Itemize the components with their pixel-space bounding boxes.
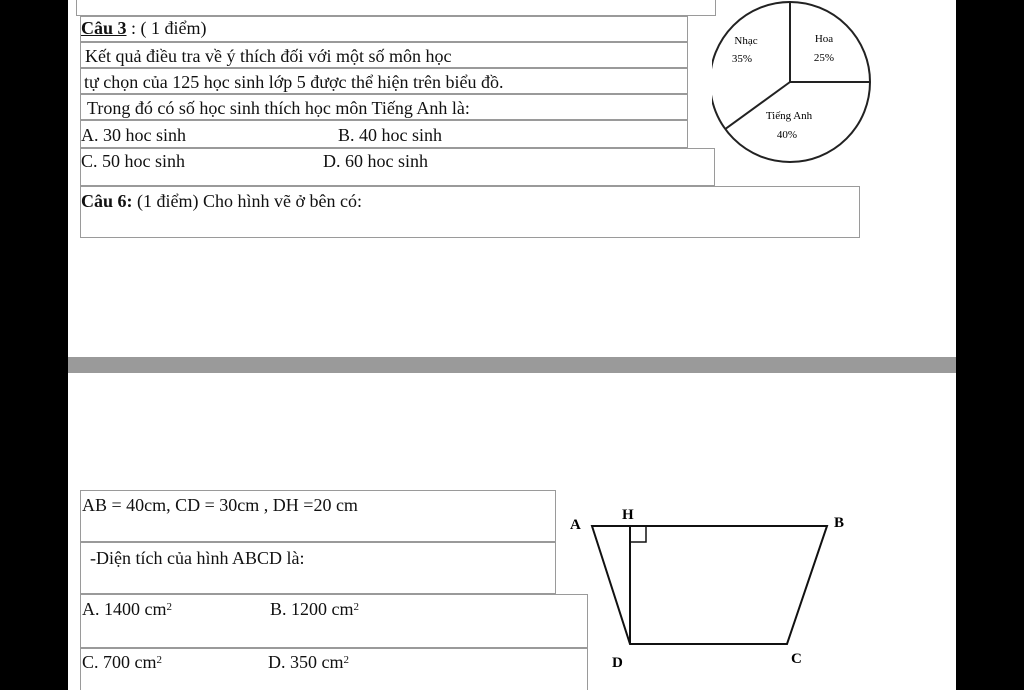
label-a: A [570, 517, 581, 533]
label-c: C [791, 651, 802, 667]
label-b: B [834, 515, 845, 531]
top-frame [76, 0, 716, 16]
trapezoid-figure [562, 499, 862, 674]
q6-prompt: -Diện tích của hình ABCD là: [90, 548, 305, 568]
page-1 [68, 0, 956, 357]
q6-option-d: D. 350 $cm^2$ [268, 652, 349, 672]
page-2 [68, 373, 956, 690]
page-separator [68, 357, 956, 373]
q3-heading: Câu 3 : ( 1 điểm) [81, 18, 207, 38]
q6-heading: Câu 6: (1 điểm) Cho hình vẽ ở bên có: [81, 191, 362, 211]
q3-option-d: D. 60 hoc sinh [323, 151, 428, 171]
label-h: H [622, 507, 634, 523]
trapezoid-abcd [592, 526, 827, 644]
label-d: D [612, 655, 623, 671]
pie-slice-name: Hoa [814, 33, 834, 45]
pie-slice-name: Tiếng Anh [765, 110, 813, 122]
pie-slice-value: 35% [731, 53, 753, 65]
q6-option-b: B. 1200 $cm^2$ [270, 599, 359, 619]
q3-text-line1: Kết quả điều tra về ý thích đối với một số môn học [85, 46, 452, 66]
q3-text-line3: Trong đó có số học sinh thích học môn Tiếng Anh là: [87, 98, 470, 118]
right-angle-mark [630, 526, 646, 542]
q6-option-c: C. 700 $cm^2$ [82, 652, 162, 672]
pie-slice-value: 40% [776, 129, 798, 141]
q6-given: AB = 40cm, CD = 30cm , DH =20 cm [82, 495, 358, 515]
pie-slice-value: 25% [813, 52, 835, 64]
q3-option-c: C. 50 hoc sinh [81, 151, 186, 171]
q3-option-b: B. 40 hoc sinh [338, 125, 443, 145]
q3-text-line2: tự chọn của 125 học sinh lớp 5 được thể hiện trên biểu đồ. [84, 72, 504, 92]
q3-option-a: A. 30 hoc sinh [81, 125, 186, 145]
q6-option-a: A. 1400 $cm^2$ [82, 599, 172, 619]
pie-chart [712, 0, 872, 170]
pie-slice-name: Nhạc [734, 35, 758, 47]
